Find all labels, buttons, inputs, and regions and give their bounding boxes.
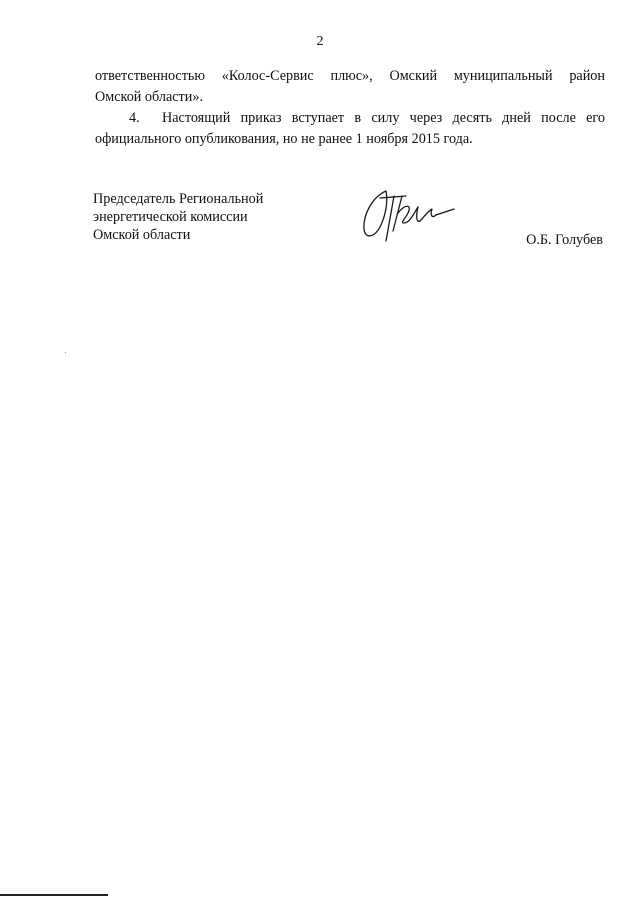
signer-position-line: энергетической комиссии xyxy=(93,209,248,225)
paragraph-line: ответственностью «Колос-Сервис плюс», Омский муниципальный район xyxy=(95,68,605,84)
paragraph-line: официального опубликования, но не ранее 1 ноября 2015 года. xyxy=(95,131,473,147)
item-number: 4. xyxy=(129,110,140,126)
signer-position-line: Председатель Региональной xyxy=(93,191,264,207)
paragraph-continuation xyxy=(95,66,605,108)
signer-position xyxy=(93,190,263,244)
paragraph-item-4 xyxy=(95,108,605,150)
handwritten-signature xyxy=(358,183,458,245)
signer-position-line: Омской области xyxy=(93,227,191,243)
paragraph-line: Омской области». xyxy=(95,89,203,105)
footnote-rule xyxy=(0,894,108,896)
scan-speck xyxy=(65,352,66,353)
paragraph-line xyxy=(95,108,605,129)
signer-name: О.Б. Голубев xyxy=(526,232,603,248)
page-number: 2 xyxy=(316,34,324,49)
paragraph-text: Настоящий приказ вступает в силу через десять дней после его xyxy=(162,110,605,126)
